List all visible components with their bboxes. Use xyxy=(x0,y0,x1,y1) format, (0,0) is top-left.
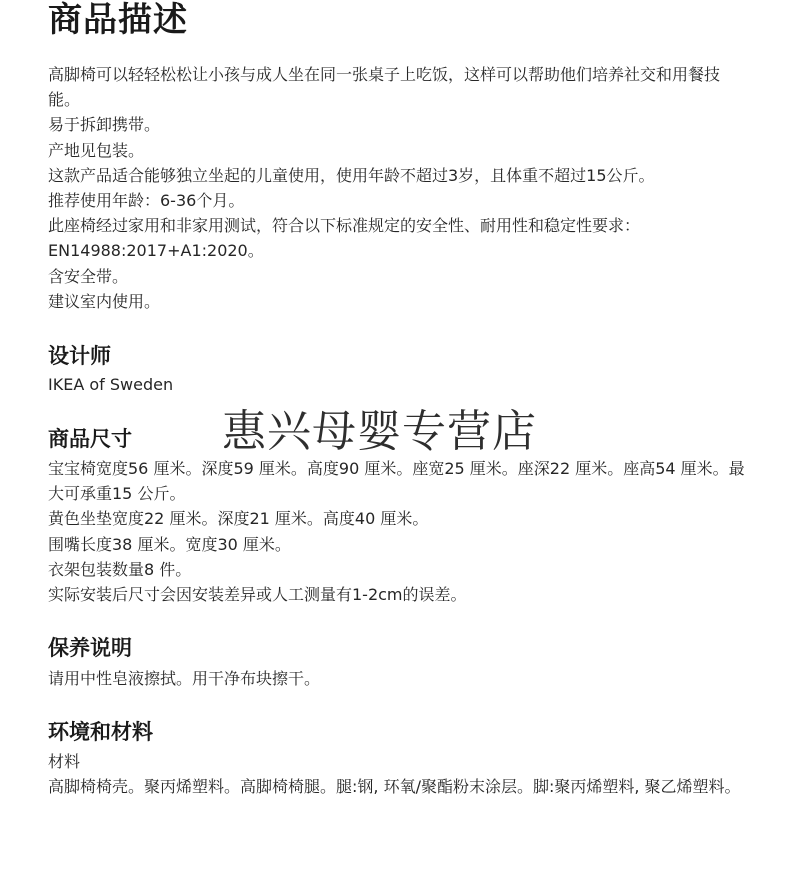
dimensions-line: 黄色坐垫宽度22 厘米。深度21 厘米。高度40 厘米。 xyxy=(48,509,429,529)
designer-text xyxy=(48,372,748,397)
dimensions-line: 围嘴长度38 厘米。宽度30 厘米。 xyxy=(48,534,291,554)
shop-watermark: 惠兴母婴专营店 xyxy=(222,406,537,457)
description-line: 含安全带。 xyxy=(48,266,129,286)
materials-text xyxy=(48,749,748,799)
dimensions-line: 实际安装后尺寸会因安装差异或人工测量有1-2cm的误差。 xyxy=(48,585,467,605)
materials-line: 材料 xyxy=(48,752,81,771)
description-line: 推荐使用年龄：6-36个月。 xyxy=(48,191,245,211)
description-line: 建议室内使用。 xyxy=(48,291,161,311)
care-heading: 保养说明 xyxy=(48,636,132,660)
care-text xyxy=(48,666,748,691)
description-line: 产地见包装。 xyxy=(48,140,145,160)
materials-line: 高脚椅椅壳。聚丙烯塑料。高脚椅椅腿。腿:钢, 环氧/聚酯粉末涂层。脚:聚丙烯塑料, 聚乙烯塑料。 xyxy=(48,777,741,797)
description-text xyxy=(48,62,748,314)
page-title: 商品描述 xyxy=(48,0,188,40)
dimensions-line: 宝宝椅宽度56 厘米。深度59 厘米。高度90 厘米。座宽25 厘米。座深22 厘米。座高54 厘米。最大可承重15 公斤。 xyxy=(48,459,745,504)
description-line: 这款产品适合能够独立坐起的儿童使用，使用年龄不超过3岁，且体重不超过15公斤。 xyxy=(48,165,655,185)
dimensions-heading: 商品尺寸 xyxy=(48,427,132,451)
care-line: 请用中性皂液擦拭。用干净布块擦干。 xyxy=(48,669,321,688)
designer-heading: 设计师 xyxy=(48,344,111,368)
designer-name: IKEA of Sweden xyxy=(48,375,174,394)
description-line: 此座椅经过家用和非家用测试，符合以下标准规定的安全性、耐用性和稳定性要求：EN14988:2017+A1:2020。 xyxy=(48,216,641,261)
dimensions-text xyxy=(48,456,748,607)
description-line: 易于拆卸携带。 xyxy=(48,115,161,135)
dimensions-line: 衣架包装数量8 件。 xyxy=(48,559,192,579)
materials-heading: 环境和材料 xyxy=(48,720,153,744)
description-line: 高脚椅可以轻轻松松让小孩与成人坐在同一张桌子上吃饭，这样可以帮助他们培养社交和用餐技能。 xyxy=(48,65,721,110)
